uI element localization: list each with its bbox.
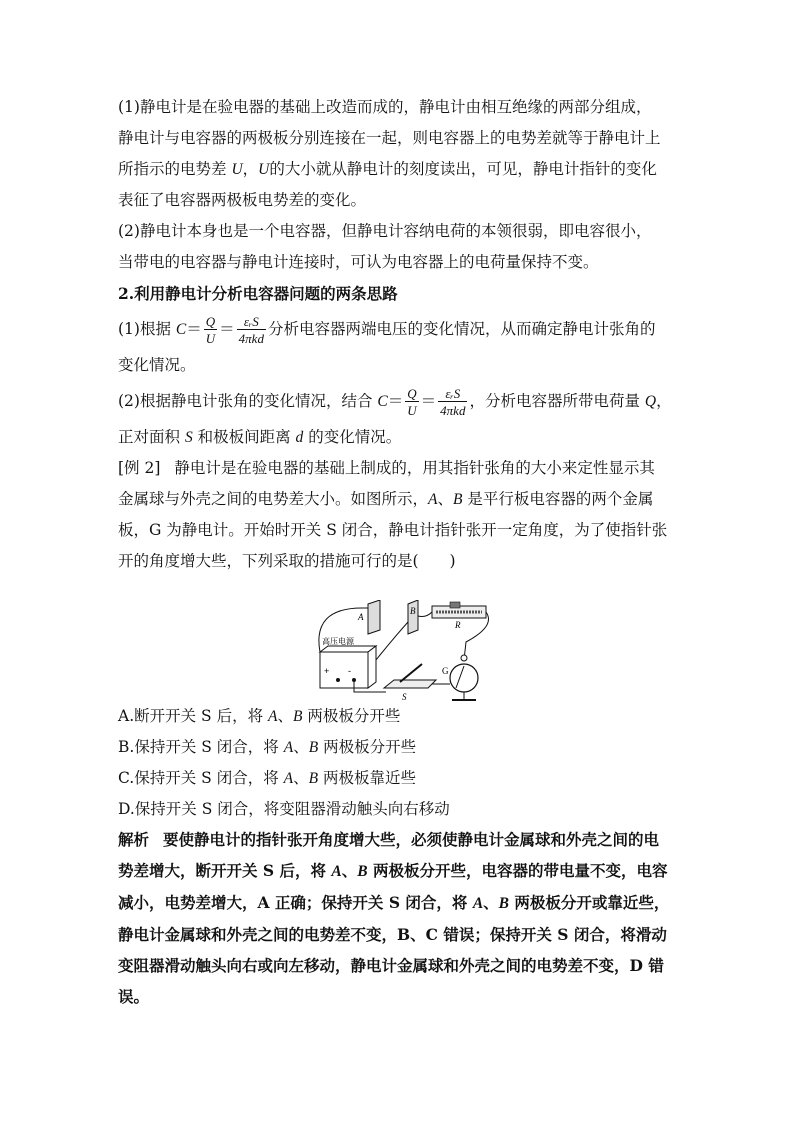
method1-prefix: (1)根据 bbox=[118, 320, 176, 338]
circuit-diagram bbox=[300, 600, 500, 704]
fraction-numerator: Q bbox=[407, 386, 417, 401]
method2-line2-b: 和极板间距离 bbox=[192, 428, 296, 446]
fraction-numerator: Q bbox=[205, 314, 216, 329]
label-b: B bbox=[410, 606, 416, 616]
fraction-q-over-u bbox=[405, 387, 418, 417]
fraction-q-over-u bbox=[204, 315, 217, 345]
var-b: B bbox=[308, 739, 319, 756]
option-text: 、 bbox=[277, 707, 294, 725]
switch-lever bbox=[400, 664, 422, 682]
fraction-capacitance bbox=[237, 315, 266, 345]
label-a: A bbox=[358, 612, 364, 622]
wire-b-r bbox=[418, 612, 432, 617]
power-supply-side bbox=[368, 646, 376, 688]
var-d: d bbox=[295, 429, 304, 446]
label-power-supply: 高压电源 bbox=[322, 637, 354, 646]
fraction-denominator: 4πkd bbox=[238, 331, 264, 346]
para1-line2: 静电计与电容器的两极板分别连接在一起，则电容器上的电势差就等于静电计上 bbox=[118, 129, 661, 147]
method-2 bbox=[118, 381, 678, 422]
option-text: A.断开开关 S 后，将 bbox=[118, 707, 269, 725]
var-a: A bbox=[283, 770, 294, 787]
para1-line3-a: 所指示的电势差 bbox=[118, 160, 232, 178]
var-u: U bbox=[258, 161, 270, 178]
solution-line1: 要使静电计的指针张开角度增大些，必须使静电计金属球和外壳之间的电 bbox=[163, 830, 660, 849]
solution-line2-a: 势差增大，断开开关 S 后，将 bbox=[118, 861, 332, 880]
electrometer-ball bbox=[461, 655, 467, 661]
equals-sign: ＝ bbox=[186, 320, 202, 338]
example-line2-c: 、 bbox=[437, 490, 453, 508]
example-line2-a: 金属球与外壳之间的电势差大小。如图所示， bbox=[118, 490, 429, 508]
terminal bbox=[336, 678, 340, 682]
electrometer-body bbox=[450, 664, 478, 692]
label-g: G bbox=[442, 666, 449, 676]
var-b: B bbox=[357, 863, 368, 880]
var-b: B bbox=[498, 895, 510, 912]
example-line2-e: 是平行板电容器的两个金属 bbox=[462, 490, 654, 508]
para2-line1: (2)静电计本身也是一个电容器，但静电计容纳电荷的本领很弱，即电容很小， bbox=[118, 222, 652, 240]
method2-suffix-b: ， bbox=[656, 392, 672, 410]
solution bbox=[118, 824, 678, 1012]
label-r: R bbox=[455, 620, 461, 630]
solution-line2-c: 、 bbox=[341, 861, 358, 880]
var-u: U bbox=[231, 161, 243, 178]
para1-line3-c: ， bbox=[242, 160, 259, 178]
option-text: C.保持开关 S 闭合，将 bbox=[118, 769, 284, 787]
label-minus: - bbox=[348, 666, 351, 676]
label-s: S bbox=[402, 692, 407, 702]
method2-line2-c: 的变化情况。 bbox=[303, 428, 402, 446]
solution-line6: 误。 bbox=[118, 987, 150, 1006]
solution-line2-e: 两极板分开些，电容器的带电量不变，电容 bbox=[367, 861, 668, 880]
var-a: A bbox=[283, 739, 294, 756]
option-d bbox=[118, 794, 678, 824]
option-text: 两极板分开些 bbox=[318, 738, 417, 756]
example-tag: [例 2] bbox=[118, 459, 161, 477]
example-line1: 静电计是在验电器的基础上制成的，用其指针张角的大小来定性显示其 bbox=[174, 459, 655, 477]
var-a: A bbox=[428, 491, 438, 508]
fraction-denominator: U bbox=[407, 403, 417, 418]
section-heading: 2.利用静电计分析电容器问题的两条思路 bbox=[118, 284, 398, 303]
fraction-denominator: U bbox=[205, 331, 216, 346]
option-a bbox=[118, 701, 678, 732]
method-1 bbox=[118, 309, 678, 350]
label-plus: + bbox=[324, 666, 330, 676]
paragraph-2 bbox=[118, 216, 678, 278]
document-content bbox=[118, 92, 678, 1012]
option-text: D.保持开关 S 闭合，将变阻器滑动触头向右移动 bbox=[118, 800, 450, 818]
solution-line4: 静电计金属球和外壳之间的电势差不变，B、C 错误；保持开关 S 闭合，将滑动 bbox=[118, 925, 667, 944]
solution-line5: 变阻器滑动触头向右或向左移动，静电计金属球和外壳之间的电势差不变，D 错 bbox=[118, 956, 664, 975]
option-text: B.保持开关 S 闭合，将 bbox=[118, 738, 284, 756]
option-b bbox=[118, 732, 678, 763]
solution-line3-a: 减小，电势差增大，A 正确；保持开关 S 闭合，将 bbox=[118, 893, 473, 912]
paragraph-1 bbox=[118, 92, 678, 216]
switch-base bbox=[384, 680, 436, 688]
wire-r-g bbox=[464, 612, 489, 660]
method2-prefix: (2)根据静电计张角的变化情况，结合 bbox=[118, 392, 378, 410]
method2-suffix-a: ，分析电容器所带电荷量 bbox=[469, 392, 645, 410]
method-1-line2: 变化情况。 bbox=[118, 356, 196, 374]
var-b: B bbox=[453, 491, 463, 508]
power-supply-top bbox=[320, 646, 376, 652]
var-b: B bbox=[308, 770, 319, 787]
plate-a bbox=[368, 600, 380, 634]
example-line3: 板，G 为静电计。开始时开关 S 闭合，静电计指针张开一定角度，为了使指针张 bbox=[118, 521, 668, 539]
equals-sign: ＝ bbox=[219, 320, 235, 338]
rheostat-slider bbox=[450, 602, 460, 608]
wire-power-b bbox=[376, 622, 408, 660]
method2-line2-a: 正对面积 bbox=[118, 428, 185, 446]
var-a: A bbox=[331, 863, 342, 880]
example-2 bbox=[118, 453, 678, 577]
example-line4: 开的角度增大些，下列采取的措施可行的是( ) bbox=[118, 552, 456, 570]
option-text: 两极板分开些 bbox=[302, 707, 401, 725]
var-a: A bbox=[268, 708, 278, 725]
var-c: C bbox=[377, 393, 388, 410]
var-a: A bbox=[472, 895, 484, 912]
equals-sign: ＝ bbox=[387, 392, 404, 410]
fraction-capacitance bbox=[438, 387, 467, 417]
var-b: B bbox=[293, 708, 303, 725]
option-text: 、 bbox=[293, 738, 309, 756]
option-text: 、 bbox=[293, 769, 309, 787]
equals-sign: ＝ bbox=[420, 392, 437, 410]
var-q: Q bbox=[644, 393, 657, 410]
var-s: S bbox=[184, 429, 193, 446]
solution-tag: 解析 bbox=[118, 830, 150, 849]
method1-suffix: 分析电容器两端电压的变化情况，从而确定静电计张角的 bbox=[267, 320, 656, 338]
para1-line4: 表征了电容器两极板电势差的变化。 bbox=[118, 191, 367, 209]
solution-line3-c: 、 bbox=[483, 893, 499, 912]
fraction-numerator: εᵣS bbox=[438, 387, 467, 402]
fraction-numerator: εᵣS bbox=[237, 315, 266, 330]
para2-line2: 当带电的电容器与静电计连接时，可认为电容器上的电荷量保持不变。 bbox=[118, 253, 599, 271]
solution-line3-e: 两极板分开或靠近些， bbox=[509, 893, 670, 912]
para1-line1: (1)静电计是在验电器的基础上改造而成的，静电计由相互绝缘的两部分组成， bbox=[118, 98, 652, 116]
fraction-denominator: 4πkd bbox=[440, 403, 466, 418]
method-2-line2 bbox=[118, 422, 678, 453]
option-text: 两极板靠近些 bbox=[318, 769, 417, 787]
option-c bbox=[118, 763, 678, 794]
var-c: C bbox=[175, 321, 187, 338]
answer-options bbox=[118, 701, 678, 824]
para1-line3-e: 的大小就从静电计的刻度读出，可见，静电计指针的变化 bbox=[269, 160, 657, 178]
